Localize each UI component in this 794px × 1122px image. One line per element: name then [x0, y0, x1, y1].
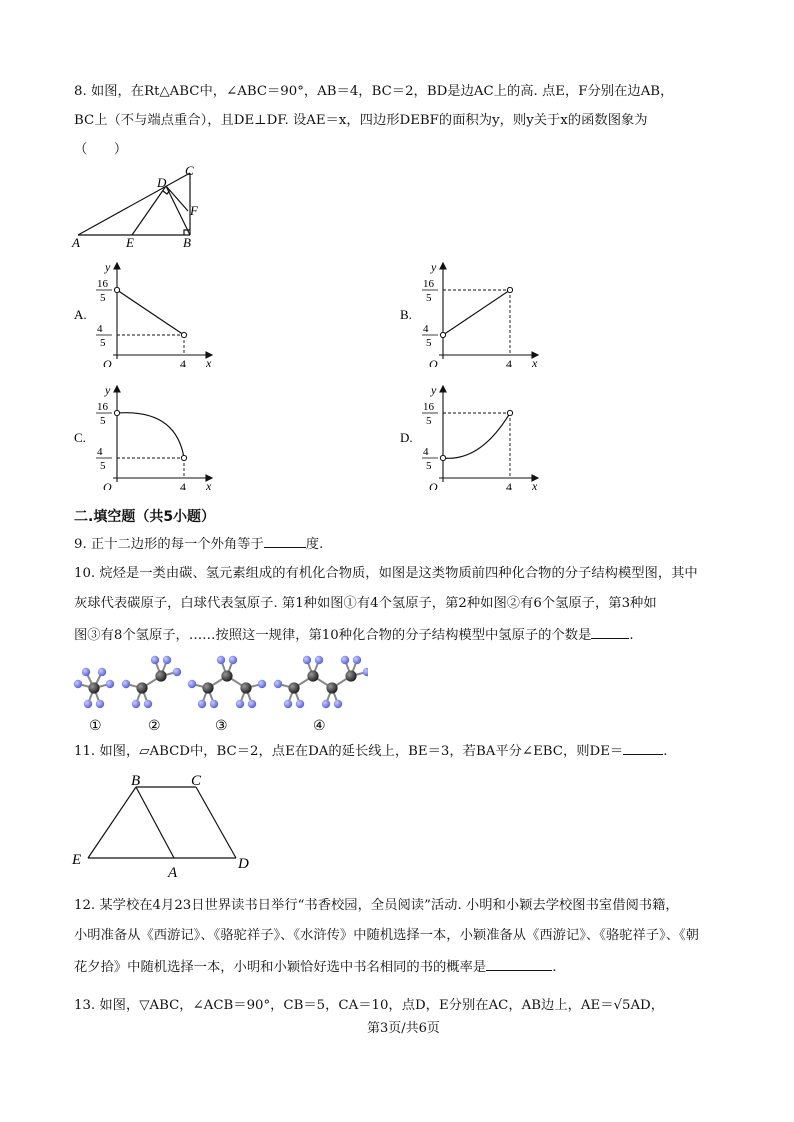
hydrogen-atom-4: [296, 700, 304, 708]
hydrogen-atom-4: [322, 700, 330, 708]
q8-line1: 8. 如图，在Rt△ABC中，∠ABC＝90°，AB＝4，BC＝2，BD是边AC上的高. 点E，F分别在边AB，: [74, 84, 674, 99]
hydrogen-atom-4: [303, 656, 311, 664]
option-a-graph[interactable]: [72, 257, 232, 367]
hydrogen-atom-2: [173, 668, 181, 676]
carbon-atom-2: [136, 682, 147, 693]
fig11-label-D: D: [238, 856, 249, 872]
hydrogen-atom-4: [353, 656, 361, 664]
hydrogen-atom-4: [284, 700, 292, 708]
x-axis-label: x: [206, 479, 212, 490]
y-axis-label: y: [105, 383, 111, 397]
q11-text: 11. 如图，▱ABCD中，BC＝2，点E在DA的延长线上，BE＝3，若BA平分∠EBC，则DE＝: [74, 744, 624, 759]
q11: [74, 740, 667, 762]
hydrogen-atom-1: [106, 680, 114, 688]
fig8-label-D: D: [157, 175, 167, 190]
open-point-end: [181, 332, 186, 337]
tick-high-den: 5: [100, 292, 106, 304]
tick-low-den: 5: [426, 337, 432, 349]
tick-high-num: 16: [97, 401, 108, 413]
x-axis-label: x: [532, 479, 538, 490]
open-point-start: [440, 455, 445, 460]
option-letter: C.: [74, 430, 86, 445]
fig11-label-A: A: [168, 865, 178, 880]
fig11-label-E: E: [72, 852, 82, 868]
tick-low-den: 5: [100, 460, 106, 472]
molecule-models: [68, 652, 368, 736]
carbon-atom-4: [345, 670, 356, 681]
q10-line3: [74, 624, 634, 646]
function-curve: [443, 413, 510, 458]
hydrogen-atom-3: [210, 700, 218, 708]
origin-label: O: [429, 357, 438, 367]
q12-line1: 12. 某学校在4月23日世界读书日举行“书香校园，全员阅读”活动. 小明和小颖去学校图书室借阅书籍，: [74, 898, 679, 913]
open-point-end: [507, 410, 512, 415]
q11-parallelogram-figure: [66, 770, 266, 880]
function-curve: [443, 290, 510, 335]
option-graph-svg: [72, 257, 232, 367]
open-point-end: [181, 455, 186, 460]
x-axis-label: x: [532, 356, 538, 367]
hydrogen-atom-4: [315, 656, 323, 664]
option-graph-svg: [72, 380, 232, 490]
carbon-atom-3: [221, 670, 232, 681]
y-arrow: [114, 263, 120, 269]
q12-line3: [74, 956, 556, 978]
tick-low-num: 4: [97, 323, 103, 335]
x-tick-4: 4: [506, 357, 512, 367]
hydrogen-atom-3: [198, 700, 206, 708]
fig11-label-B: B: [131, 773, 141, 789]
page-footer: 第3页/共6页: [367, 1021, 440, 1036]
fig11-label-C: C: [191, 773, 202, 789]
mol-label-3: ③: [215, 719, 228, 734]
x-tick-4: 4: [180, 480, 186, 490]
tick-high-num: 16: [423, 401, 434, 413]
x-tick-4: 4: [180, 357, 186, 367]
carbon-atom-3: [240, 682, 251, 693]
fig8-label-E: E: [126, 235, 134, 250]
hydrogen-atom-2: [132, 700, 140, 708]
q10-line3-text: 图③有8个氢原子，……按照这一规律，第10种化合物的分子结构模型中氢原子的个数是: [74, 628, 592, 643]
q12-end: .: [552, 960, 557, 975]
mol-label-1: ①: [89, 719, 102, 734]
option-letter: B.: [400, 307, 412, 322]
q12-blank[interactable]: [486, 956, 552, 971]
option-letter: D.: [400, 430, 413, 445]
tick-high-den: 5: [100, 415, 106, 427]
y-arrow: [114, 386, 120, 392]
q12-line3-text: 花夕拾》中随机选择一本，小明和小颖恰好选中书名相同的书的概率是: [74, 960, 487, 975]
hydrogen-atom-4: [341, 656, 349, 664]
hydrogen-atom-4: [274, 680, 282, 688]
y-arrow: [440, 386, 446, 392]
tick-low-num: 4: [423, 323, 429, 335]
hydrogen-atom-3: [258, 680, 266, 688]
tick-low-num: 4: [97, 446, 103, 458]
option-graph-svg: [398, 380, 558, 490]
fig8-label-F: F: [190, 203, 198, 218]
hydrogen-atom-1: [96, 700, 104, 708]
hydrogen-atom-4: [363, 668, 368, 676]
carbon-atom-2: [155, 670, 166, 681]
hydrogen-atom-1: [82, 668, 90, 676]
q10-line2: 灰球代表碳原子，白球代表氢原子. 第1种如图①有4个氢原子，第2种如图②有6个氢原子，第3种如: [74, 596, 657, 611]
carbon-atom-4: [326, 682, 337, 693]
tick-low-den: 5: [426, 460, 432, 472]
hydrogen-atom-2: [144, 700, 152, 708]
hydrogen-atom-3: [236, 700, 244, 708]
hydrogen-atom-2: [122, 680, 130, 688]
q9-blank[interactable]: [264, 533, 306, 548]
tick-high-num: 16: [423, 278, 434, 290]
fig8-label-A: A: [72, 235, 80, 250]
function-curve: [117, 413, 184, 458]
q8-line3: （ ）: [74, 142, 128, 157]
q12-line2: 小明准备从《西游记》、《骆驼祥子》、《水浒传》中随机选择一本，小颖准备从《西游记》、《骆驼祥子》、《朝: [74, 928, 699, 943]
carbon-atom-4: [307, 670, 318, 681]
open-point-end: [507, 287, 512, 292]
option-d-graph[interactable]: [398, 380, 558, 490]
x-tick-4: 4: [506, 480, 512, 490]
tick-low-num: 4: [423, 446, 429, 458]
origin-label: O: [103, 480, 112, 490]
function-curve: [117, 290, 184, 335]
option-b-graph[interactable]: [398, 257, 558, 367]
carbon-atom-3: [202, 682, 213, 693]
x-axis-label: x: [206, 356, 212, 367]
q8-line2: BC上（不与端点重合），且DE⊥DF. 设AE＝x，四边形DEBF的面积为y，则y关于x的函数图象为: [74, 113, 648, 128]
y-axis-label: y: [105, 260, 111, 274]
carbon-atom-1: [88, 682, 99, 693]
q10-line1: 10. 烷烃是一类由碳、氢元素组成的有机化合物质，如图是这类物质前四种化合物的分子结构模型图，其中: [74, 566, 698, 581]
tick-high-den: 5: [426, 415, 432, 427]
hydrogen-atom-3: [229, 656, 237, 664]
y-axis-label: y: [431, 383, 437, 397]
q9-text: 9. 正十二边形的每一个外角等于: [74, 537, 264, 552]
tick-high-num: 16: [97, 278, 108, 290]
hydrogen-atom-3: [188, 680, 196, 688]
mol-label-4: ④: [313, 719, 326, 734]
q9-end: 度.: [305, 537, 324, 552]
fig8-label-B: B: [183, 235, 191, 250]
y-axis-label: y: [431, 260, 437, 274]
tick-high-den: 5: [426, 292, 432, 304]
origin-label: O: [429, 480, 438, 490]
hydrogen-atom-3: [217, 656, 225, 664]
hydrogen-atom-1: [84, 700, 92, 708]
q8-triangle-figure: [70, 165, 220, 255]
q9: [74, 533, 323, 555]
hydrogen-atom-2: [151, 656, 159, 664]
q11-blank[interactable]: [623, 740, 663, 755]
q11-end: .: [663, 744, 668, 759]
q13-text: 13. 如图，▽ABC，∠ACB＝90°，CB＝5，CA＝10，点D，E分别在AC，AB边上，AE＝√5AD，: [74, 998, 665, 1013]
fig8-label-C: C: [185, 165, 194, 178]
open-point-start: [440, 332, 445, 337]
option-letter: A.: [74, 307, 87, 322]
open-point-start: [114, 287, 119, 292]
tick-low-den: 5: [100, 337, 106, 349]
q10-end: .: [629, 628, 634, 643]
hydrogen-atom-4: [334, 700, 342, 708]
hydrogen-atom-1: [98, 668, 106, 676]
open-point-start: [114, 410, 119, 415]
origin-label: O: [103, 357, 112, 367]
hydrogen-atom-2: [163, 656, 171, 664]
option-graph-svg: [398, 257, 558, 367]
y-arrow: [440, 263, 446, 269]
carbon-atom-4: [288, 682, 299, 693]
hydrogen-atom-3: [248, 700, 256, 708]
hydrogen-atom-1: [74, 680, 82, 688]
option-c-graph[interactable]: [72, 380, 232, 490]
q10-blank[interactable]: [591, 624, 629, 639]
mol-label-2: ②: [148, 719, 161, 734]
section-title: 二.填空题（共5小题）: [74, 509, 216, 525]
